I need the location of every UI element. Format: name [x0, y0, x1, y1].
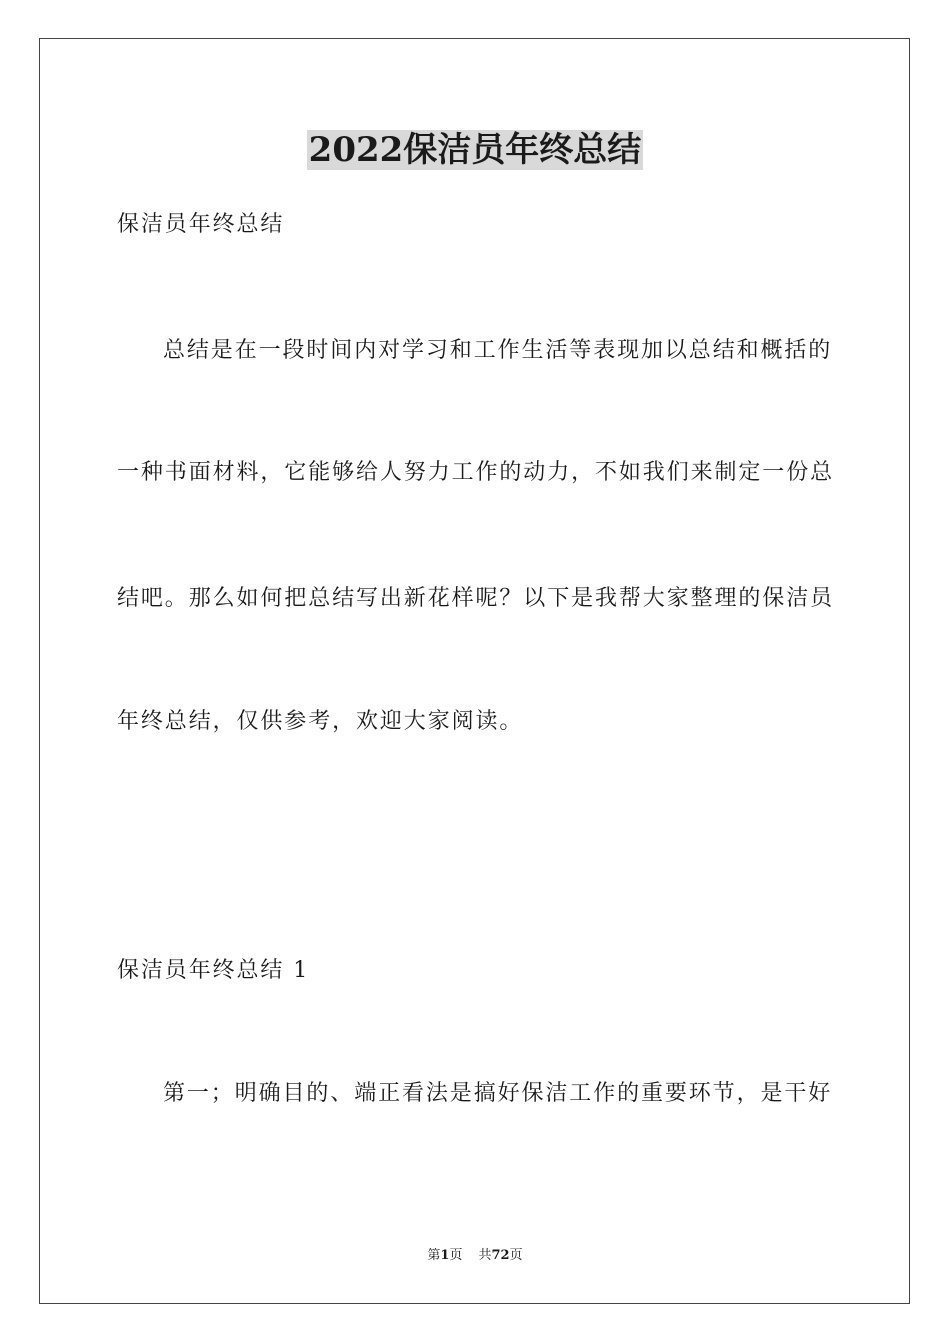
footer-page-number: 1 [440, 1248, 450, 1263]
document-subtitle: 保洁员年终总结 [117, 212, 285, 237]
document-title [0, 128, 950, 172]
footer-page-suffix: 页 [449, 1248, 463, 1263]
intro-line-1: 总结是在一段时间内对学习和工作生活等表现加以总结和概括的 [163, 338, 833, 363]
footer-total-suffix: 页 [509, 1248, 523, 1263]
section-first-line: 第一；明确目的、端正看法是搞好保洁工作的重要环节，是干好 [163, 1081, 833, 1106]
footer-total-prefix: 共 [478, 1248, 492, 1263]
intro-line-3: 结吧。那么如何把总结写出新花样呢？以下是我帮大家整理的保洁员 [117, 586, 835, 611]
intro-line-2: 一种书面材料，它能够给人努力工作的动力，不如我们来制定一份总 [117, 460, 835, 485]
footer-page-prefix: 第 [427, 1248, 441, 1263]
footer-total-pages: 72 [491, 1248, 510, 1263]
intro-line-4: 年终总结，仅供参考，欢迎大家阅读。 [117, 709, 524, 734]
document-title-text: 2022保洁员年终总结 [308, 130, 642, 170]
section-heading: 保洁员年终总结 1 [117, 958, 310, 983]
page-footer [0, 1247, 950, 1265]
